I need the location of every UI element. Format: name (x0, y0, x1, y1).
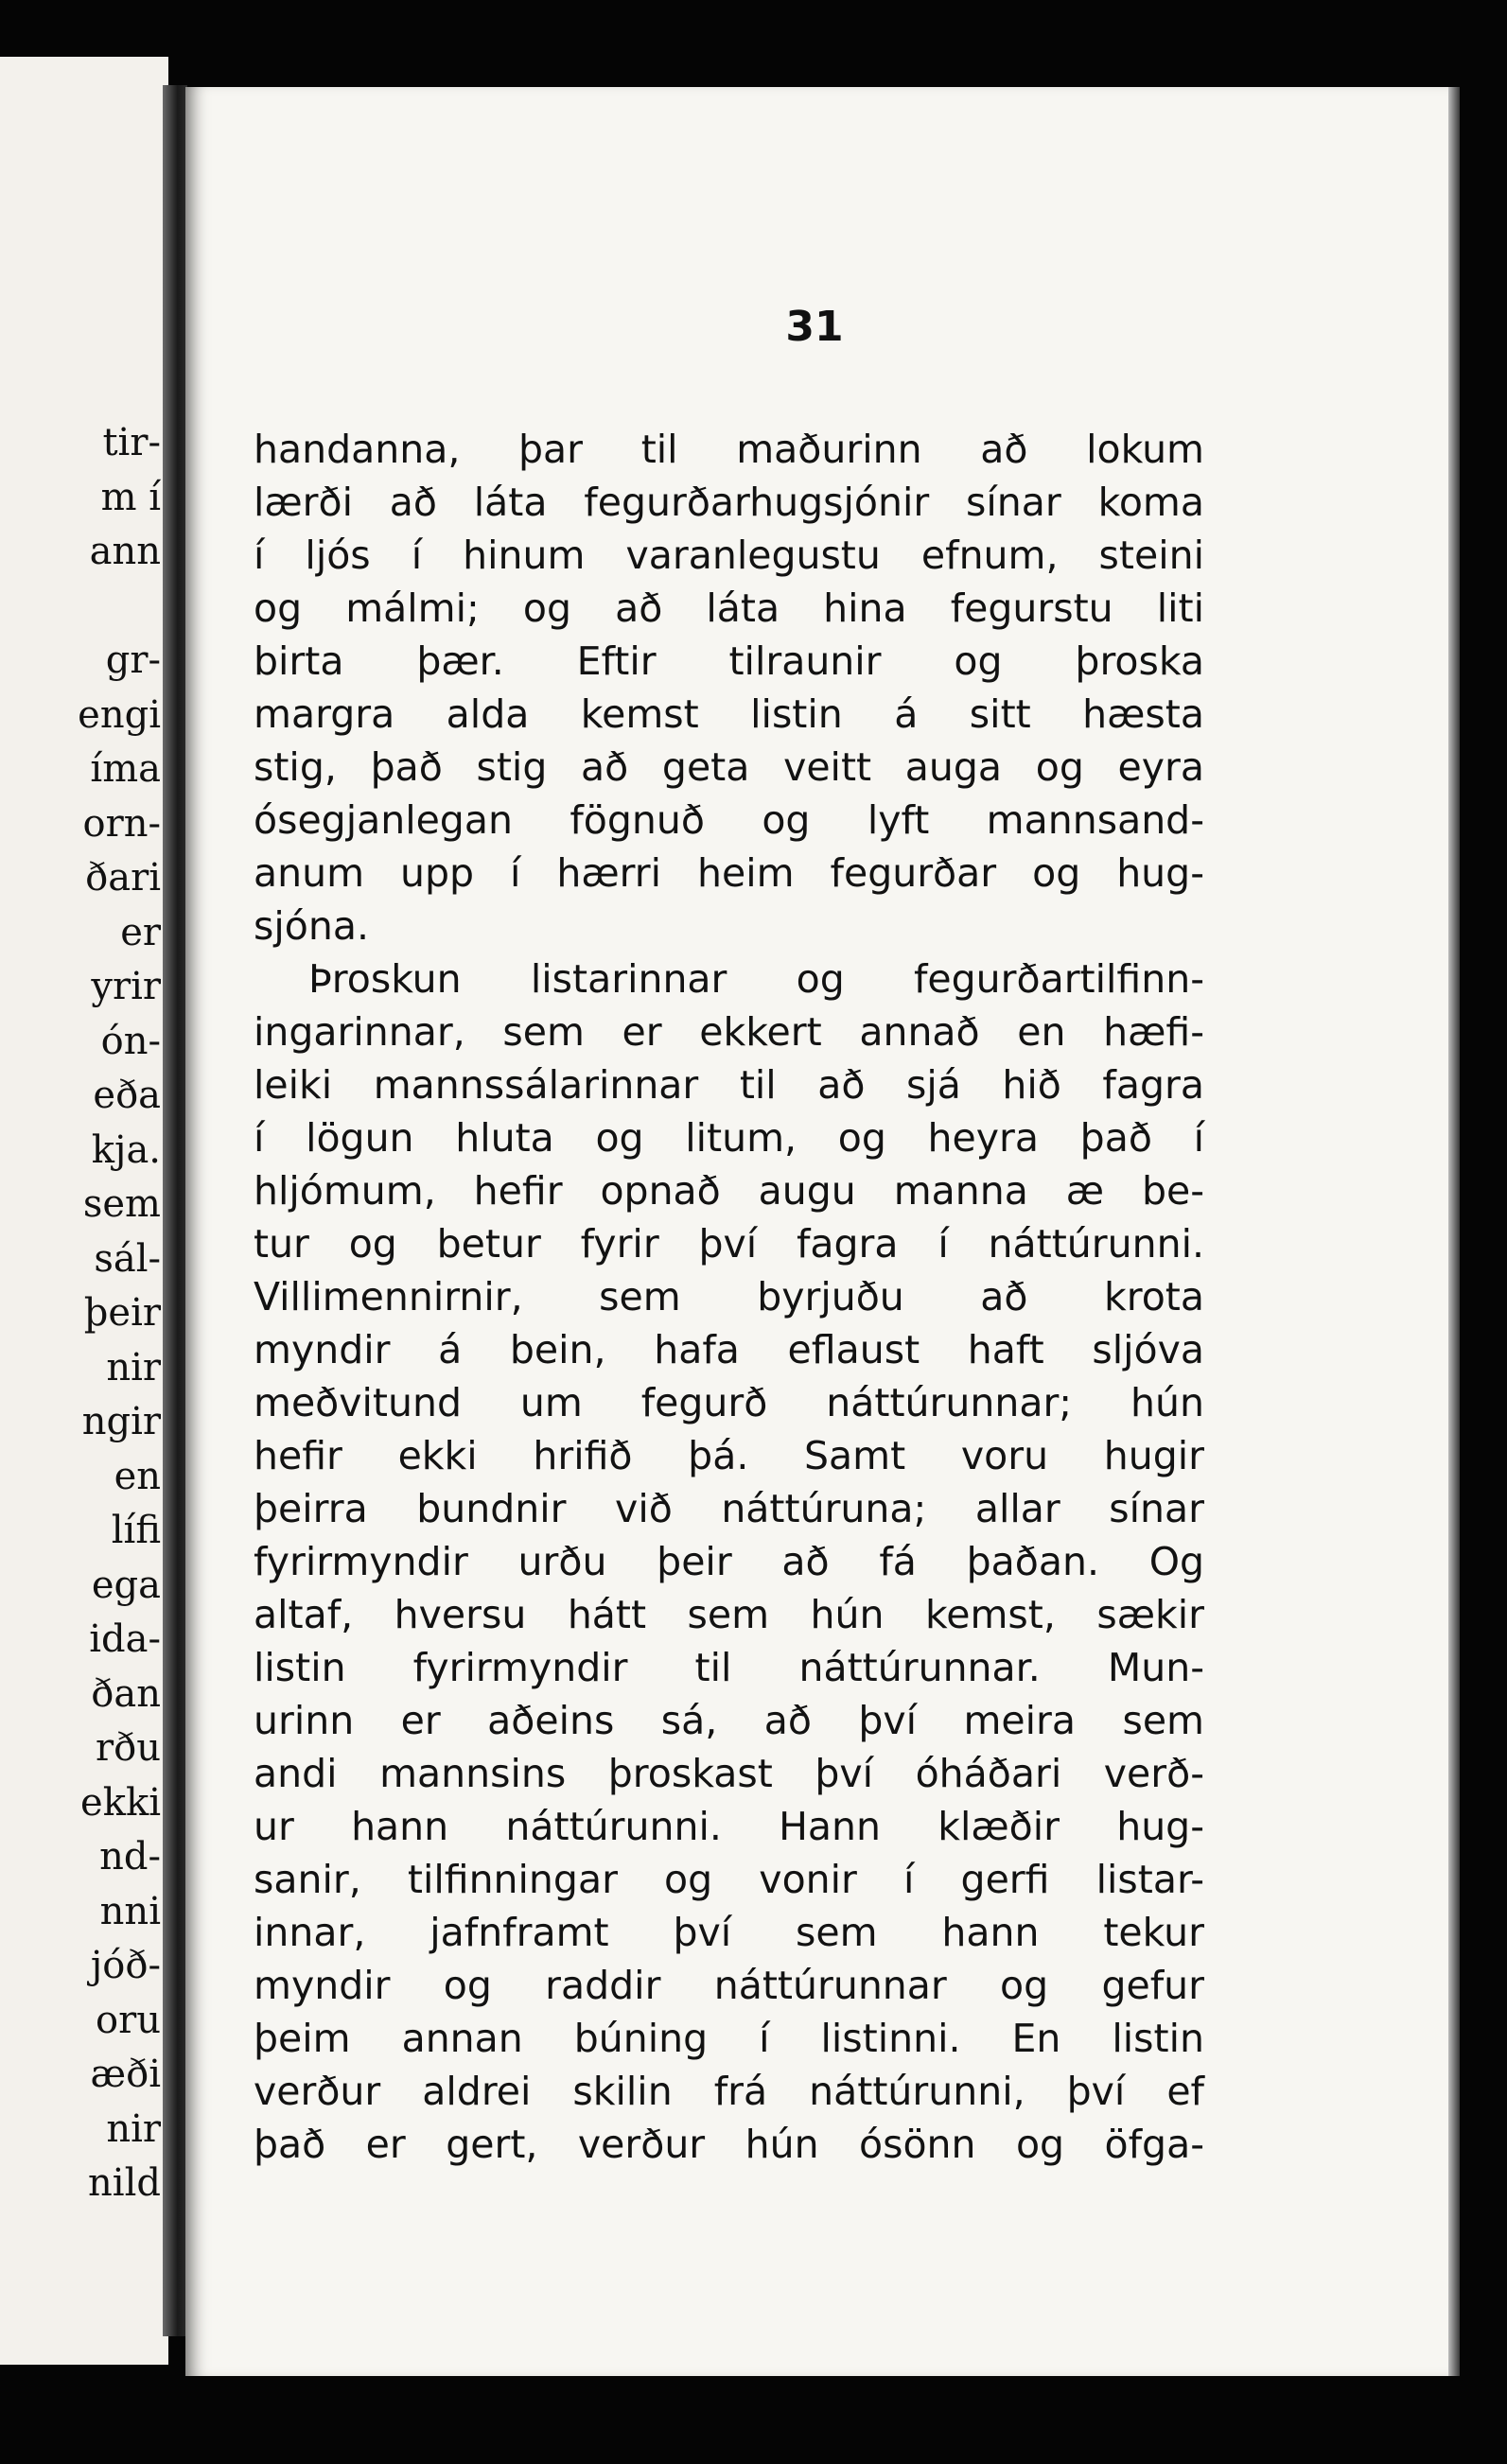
facing-line: ega (91, 1563, 161, 1607)
facing-line: oru (96, 1998, 161, 2042)
facing-line: tir- (102, 421, 161, 464)
facing-line: eða (93, 1074, 161, 1117)
text-line: sjóna. (254, 903, 369, 949)
text-line: Þroskun listarinnar og fegurðartilfinn- (308, 956, 1204, 1002)
page-number: 31 (785, 303, 844, 351)
facing-line: gr- (105, 638, 161, 682)
text-line: og málmi; og að láta hina fegurstu liti (254, 585, 1204, 631)
facing-line: ngir (81, 1400, 161, 1443)
facing-line: en (114, 1454, 161, 1498)
facing-line: nild (88, 2161, 161, 2205)
text-line: urinn er aðeins sá, að því meira sem (254, 1698, 1204, 1743)
facing-line: rðu (96, 1726, 161, 1770)
text-line: altaf, hversu hátt sem hún kemst, sækir (254, 1592, 1204, 1637)
facing-line: nd- (99, 1835, 161, 1879)
facing-line: sál- (94, 1236, 161, 1281)
facing-line: íma (90, 747, 161, 791)
text-line: þeim annan búning í listinni. En listin (254, 2016, 1204, 2061)
text-line: listin fyrirmyndir til náttúrunnar. Mun- (254, 1645, 1204, 1690)
text-line: handanna, þar til maðurinn að lokum (254, 427, 1204, 472)
facing-line: ðari (85, 856, 161, 900)
facing-line: ann (89, 530, 161, 573)
text-line: leiki mannssálarinnar til að sjá hið fagra (254, 1062, 1204, 1108)
text-line: birta þær. Eftir tilraunir og þroska (254, 638, 1204, 684)
main-page (185, 87, 1448, 2376)
facing-line: nir (106, 2106, 161, 2151)
text-line: meðvitund um fegurð náttúrunnar; hún (254, 1380, 1204, 1425)
text-line: í lögun hluta og litum, og heyra það í (254, 1115, 1204, 1161)
text-line: Villimennirnir, sem byrjuðu að krota (254, 1274, 1204, 1319)
facing-line: er (120, 910, 161, 954)
facing-line: nir (106, 1345, 161, 1389)
page-edge (1448, 87, 1460, 2376)
facing-page-left (0, 57, 168, 2365)
facing-line: ðan (91, 1671, 161, 1716)
text-line: myndir og raddir náttúrunnar og gefur (254, 1963, 1204, 2008)
facing-line: jóð- (90, 1944, 161, 1987)
text-line: sanir, tilfinningar og vonir í gerfi listar- (254, 1857, 1204, 1902)
text-line: hljómum, hefir opnað augu manna æ be- (254, 1168, 1204, 1214)
text-line: margra alda kemst listin á sitt hæsta (254, 691, 1204, 737)
facing-line: æði (90, 2053, 161, 2096)
text-line: anum upp í hærri heim fegurðar og hug- (254, 850, 1204, 896)
facing-line: ekki (80, 1780, 161, 1825)
facing-line: þeir (83, 1291, 161, 1335)
facing-line: nni (99, 1889, 161, 1933)
text-line: í ljós í hinum varanlegustu efnum, steini (254, 533, 1204, 578)
text-line: ósegjanlegan fögnuð og lyft mannsand- (254, 797, 1204, 843)
text-line: innar, jafnframt því sem hann tekur (254, 1910, 1204, 1955)
text-line: ur hann náttúrunni. Hann klæðir hug- (254, 1804, 1204, 1849)
text-line: tur og betur fyrir því fagra í náttúrunni. (254, 1221, 1204, 1267)
facing-page-text (78, 416, 161, 2211)
text-line: ingarinnar, sem er ekkert annað en hæfi- (254, 1009, 1204, 1055)
text-line: það er gert, verður hún ósönn og öfga- (254, 2122, 1204, 2167)
text-line: andi mannsins þroskast því óháðari verð- (254, 1751, 1204, 1796)
facing-line: kja. (91, 1127, 161, 1172)
facing-line: lífi (111, 1509, 161, 1552)
text-line: þeirra bundnir við náttúruna; allar sínar (254, 1486, 1204, 1531)
facing-line: ida- (89, 1617, 161, 1661)
facing-line: orn- (82, 801, 161, 846)
text-line: hefir ekki hrifið þá. Samt voru hugir (254, 1433, 1204, 1478)
facing-line: sem (82, 1182, 161, 1226)
text-line: stig, það stig að geta veitt auga og eyra (254, 744, 1204, 790)
text-line: verður aldrei skilin frá náttúrunni, því ef (254, 2069, 1204, 2114)
facing-line: yrir (91, 965, 161, 1008)
facing-line: engi (78, 692, 161, 737)
facing-line: ón- (100, 1019, 161, 1063)
facing-line (78, 580, 161, 635)
text-line: myndir á bein, hafa eflaust haft sljóva (254, 1327, 1204, 1372)
book-gutter (163, 85, 187, 2336)
body-text (254, 423, 1204, 2171)
facing-line: m í (100, 475, 161, 519)
text-line: fyrirmyndir urðu þeir að fá þaðan. Og (254, 1539, 1204, 1584)
text-line: lærði að láta fegurðarhugsjónir sínar koma (254, 480, 1204, 525)
